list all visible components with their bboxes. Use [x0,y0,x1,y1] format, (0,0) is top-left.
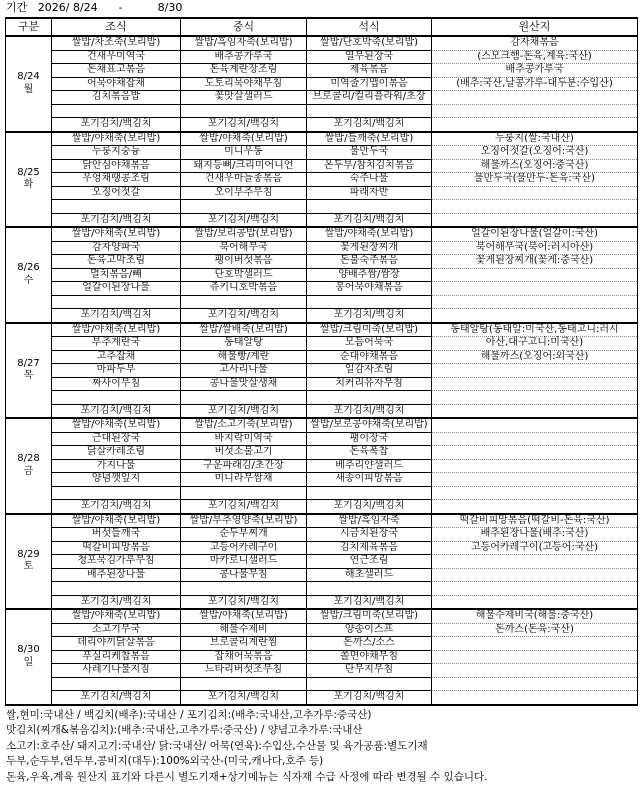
origin-line [432,91,637,105]
menu-item: 쌀밥/크림미죽(보리밥) [307,324,431,338]
menu-item [52,200,180,214]
menu-item: 김치볶음밥 [52,91,180,105]
menu-item: 양념깻잎지 [52,473,180,487]
origin-line [432,637,637,651]
menu-item: 순두부찌개 [181,528,306,542]
menu-item: 쌀밥/부추영양죽(보리밥) [181,515,306,529]
origin-line: 물만두국(물만두-돈육:국산) [432,173,637,187]
menu-item: 포기김치/백김치 [181,214,306,227]
day-row [6,418,638,514]
menu-item: 브로콜리계란찜 [181,637,306,651]
menu-item: 돈채표고볶음 [52,64,180,78]
dinner-cell [307,132,432,228]
day-row [6,132,638,228]
menu-item [307,391,431,405]
day-date: 8/29 [6,549,51,562]
lunch-cell [181,418,307,514]
menu-item: 돈육고막조림 [52,255,180,269]
dinner-cell [307,227,432,323]
day-weekday: 월 [6,84,51,97]
menu-item: 어묵야채잡채 [52,78,180,92]
origin-line: 떡갈비피망볶음(떡갈비-돈육:국산) [432,515,637,529]
origin-line: 배추콩가루국 [432,64,637,78]
header-dinner: 석식 [307,18,432,36]
menu-item: 순대야채볶음 [307,351,431,365]
menu-item: 쌀밥/소고기죽(보리밥) [181,419,306,433]
day-date: 8/24 [6,71,51,84]
menu-item: 포기김치/백김치 [181,500,306,513]
menu-item: 브로콜리/컬리플라워/초장 [307,91,431,105]
menu-item: 구운파래김/초간장 [181,460,306,474]
menu-item [307,296,431,310]
origin-line [432,391,637,405]
dinner-cell [307,514,432,610]
menu-item: 오징어젓갈 [52,187,180,201]
menu-item: 버섯들깨국 [52,528,180,542]
menu-item: 푸실리케찹볶음 [52,651,180,665]
menu-item: 해물빵/계란 [181,351,306,365]
menu-item: 팽이장국 [307,433,431,447]
origin-line [432,555,637,569]
menu-item: 포기김치/백김치 [181,118,306,131]
menu-item [307,678,431,692]
note-line: 두부,순두부,연두부,콩비지(대두):100%외국산-(미국,캐나다,호주 등) [6,754,640,770]
day-label [6,609,52,705]
header-origin: 원산지 [432,18,638,36]
origin-line: 해물수제비국(해물:중국산) [432,610,637,624]
menu-item: 팽이버섯볶음 [181,255,306,269]
lunch-cell [181,514,307,610]
menu-item [52,582,180,596]
menu-item: 미니라무쌈채 [181,473,306,487]
menu-item: 봉어묵야채볶음 [307,282,431,296]
period-end: 8/30 [158,1,183,14]
origin-line: 배추된장나물(배추:국산) [432,528,637,542]
menu-item: 소고기무국 [52,624,180,638]
menu-body [6,36,638,705]
origin-line [432,569,637,583]
header-day: 구분 [6,18,52,36]
menu-item: 돈까스/소스 [307,637,431,651]
menu-item: 쌀밥/보리콩밥(보리밥) [181,228,306,242]
menu-item: 건새우마늘종볶음 [181,173,306,187]
menu-item: 바지락미역국 [181,433,306,447]
menu-item: 누룽지숭늉 [52,146,180,160]
menu-item: 포기김치/백김치 [52,691,180,704]
menu-item [181,678,306,692]
origin-line [432,200,637,214]
day-weekday: 목 [6,370,51,383]
menu-item [181,487,306,501]
menu-item: 짜사이무침 [52,378,180,392]
menu-item: 숙주나물 [307,173,431,187]
breakfast-cell [52,227,181,323]
day-date: 8/30 [6,644,51,657]
menu-item: 치커리유자무침 [307,378,431,392]
menu-item: 쌀밥/야채죽(보리밥) [307,228,431,242]
period-header [0,0,640,17]
menu-item: 돈육계란장조림 [181,64,306,78]
menu-item: 부추계란국 [52,337,180,351]
origin-line: (배추:국산,날콩가루-대두분:수입산) [432,78,637,92]
menu-item: 근대된장국 [52,433,180,447]
menu-item: 꽃게된장찌개 [307,242,431,256]
menu-item [52,296,180,310]
menu-item: 양송이스프 [307,624,431,638]
breakfast-cell [52,514,181,610]
origin-line: 누룽지(쌀:국내산) [432,133,637,147]
menu-item: 양배추쌈/쌈장 [307,269,431,283]
menu-item: 느타리버섯조무침 [181,664,306,678]
origin-line [432,187,637,201]
menu-item: 북어해무국 [181,242,306,256]
menu-item: 마파두부 [52,364,180,378]
menu-item: 포기김치/백김치 [181,691,306,704]
menu-item: 우엉채땡콩조림 [52,173,180,187]
origin-line [432,405,637,418]
menu-item: 제육볶음 [307,64,431,78]
origin-line: 아산,대구고니:미국산) [432,337,637,351]
origin-cell [432,36,638,132]
menu-item: 포기김치/백김치 [307,309,431,322]
menu-item: 포기김치/백김치 [307,596,431,609]
menu-item: 베추리얀샐러드 [307,460,431,474]
menu-item: 김치제육볶음 [307,542,431,556]
dinner-cell [307,323,432,419]
day-row [6,514,638,610]
menu-item: 돼지등뼈/크리미어니언 [181,160,306,174]
origin-line [432,309,637,322]
menu-item: 연근조림 [307,555,431,569]
menu-item [181,391,306,405]
menu-item: 온두부/참치김치볶음 [307,160,431,174]
origin-line [432,596,637,609]
origin-cell [432,418,638,514]
menu-item: 쌀밥/크림미죽(보리밥) [307,610,431,624]
menu-item: 포기김치/백김치 [307,214,431,227]
menu-item [307,582,431,596]
menu-item: 잡채어묵볶음 [181,651,306,665]
lunch-cell [181,227,307,323]
menu-item: 콩나물맛살생채 [181,378,306,392]
dinner-cell [307,418,432,514]
period-label: 기간 [6,1,27,14]
menu-item [307,105,431,119]
origin-line: 동태알탕(동태알:미국산,동태고니:러시 [432,324,637,338]
breakfast-cell [52,323,181,419]
menu-item: 모듬어묵국 [307,337,431,351]
menu-item: 쌀밥/야채죽(보리밥) [52,610,180,624]
menu-item: 쌀밥/흑임자죽(보리밥) [181,37,306,51]
day-date: 8/26 [6,262,51,275]
note-line: 소고기:호주산/ 돼지고기:국내산/ 닭:국내산/ 어묵(연육):수입산,수산물 및 육가공품:별도기재 [6,739,640,755]
menu-item: 일감자조림 [307,364,431,378]
dinner-cell [307,36,432,132]
menu-item: 배추된장나물 [52,569,180,583]
header-breakfast: 조식 [52,18,181,36]
menu-item: 꽃맛살샐러드 [181,91,306,105]
day-weekday: 금 [6,466,51,479]
day-weekday: 수 [6,275,51,288]
origin-line [432,433,637,447]
menu-item: 돈육폭찹 [307,446,431,460]
origin-line: 감자채볶음 [432,37,637,51]
menu-item: 떡갈비피망볶음 [52,542,180,556]
menu-item: 미역줄기맵이볶음 [307,78,431,92]
origin-line: 해물까스(오징어:외국산) [432,351,637,365]
menu-item: 쌀밥/야채죽(보리밥) [52,419,180,433]
origin-line [432,419,637,433]
menu-item: 쌀밥/들깨죽(보리밥) [307,133,431,147]
menu-item [52,678,180,692]
period-dash: - [119,1,123,14]
breakfast-cell [52,132,181,228]
origin-line [432,691,637,704]
menu-item: 멸치볶음/빼 [52,269,180,283]
day-date: 8/25 [6,167,51,180]
day-row [6,227,638,323]
origin-line [432,664,637,678]
day-weekday: 토 [6,561,51,574]
menu-item: 포기김치/백김치 [52,309,180,322]
menu-item: 단호박샐러드 [181,269,306,283]
menu-item: 건새우미역국 [52,51,180,65]
origin-line [432,105,637,119]
day-label [6,323,52,419]
lunch-cell [181,323,307,419]
menu-item: 포기김치/백김치 [307,500,431,513]
origin-line: 오징어젓갈(오징어:국산) [432,146,637,160]
origin-line [432,500,637,513]
origin-cell [432,227,638,323]
origin-cell [432,323,638,419]
day-label [6,227,52,323]
menu-item: 닭살카레조림 [52,446,180,460]
menu-item: 포기김치/백김치 [307,405,431,418]
origin-line: 북어해무국(북어:러시아산) [432,242,637,256]
menu-item [181,296,306,310]
menu-item [52,105,180,119]
origin-cell [432,132,638,228]
menu-item: 미니우동 [181,146,306,160]
origin-line: 얼갈이된장나물(얼갈이:국산) [432,228,637,242]
menu-item: 마카로니샐러드 [181,555,306,569]
menu-item: 해물수제비 [181,624,306,638]
menu-item: 고등어카레구이 [181,542,306,556]
origin-line [432,378,637,392]
menu-item: 오이부추무침 [181,187,306,201]
menu-item: 포기김치/백김치 [52,405,180,418]
origin-line: (스모크햄-돈육,계육:국산) [432,51,637,65]
origin-line [432,269,637,283]
menu-item: 해초샐러드 [307,569,431,583]
menu-item: 도토리묵야채무침 [181,78,306,92]
origin-line [432,282,637,296]
day-weekday: 화 [6,179,51,192]
menu-item: 새송이피망볶음 [307,473,431,487]
menu-item [307,487,431,501]
menu-item [307,200,431,214]
menu-item: 시금치된장국 [307,528,431,542]
origin-line [432,118,637,131]
origin-line: 고등어카레구이(고등어:국산) [432,542,637,556]
menu-item: 고사리나물 [181,364,306,378]
origin-line: 꽃게된장찌개(꽃게:중국산) [432,255,637,269]
menu-item: 콩나물무침 [181,569,306,583]
weekly-menu-table [5,17,638,706]
period-start: 2026/ 8/24 [38,1,98,14]
breakfast-cell [52,36,181,132]
menu-item: 파래자반 [307,187,431,201]
day-label [6,132,52,228]
note-line: 돈육,우육,계육 원산지 표기와 다른시 별도기재+상기메뉴는 식자재 수급 사정에 따라 변경될 수 있습니다. [6,770,640,785]
day-date: 8/28 [6,453,51,466]
menu-item: 쌀밥/야채죽(보리밥) [181,610,306,624]
notes-section [0,706,640,785]
origin-line [432,364,637,378]
day-label [6,418,52,514]
menu-item: 닭안심야채볶음 [52,160,180,174]
menu-item: 쫄면야채무침 [307,651,431,665]
origin-line [432,582,637,596]
menu-item [181,200,306,214]
origin-cell [432,609,638,705]
menu-item: 포기김치/백김치 [52,500,180,513]
day-row [6,609,638,705]
menu-item: 쌀밥/야채죽(보리밥) [52,515,180,529]
origin-line: 돈까스(돈육:국산) [432,624,637,638]
menu-item: 사레기나물지짐 [52,664,180,678]
menu-item: 쌀밥/단호박죽(보리밥) [307,37,431,51]
menu-item: 쌀밥/야채죽(보리밥) [52,324,180,338]
menu-item: 데리야끼닭살볶음 [52,637,180,651]
lunch-cell [181,609,307,705]
dinner-cell [307,609,432,705]
menu-item: 쌀밥/보로콩야채죽(보리밥) [307,419,431,433]
menu-item: 쌀밥/야채죽(보리밥) [181,133,306,147]
origin-cell [432,514,638,610]
menu-item: 고추잡채 [52,351,180,365]
menu-item [52,391,180,405]
lunch-cell [181,132,307,228]
menu-item: 쌀밥/야채죽(보리밥) [52,133,180,147]
origin-line [432,460,637,474]
day-weekday: 일 [6,657,51,670]
menu-item [52,487,180,501]
menu-item: 청포묵김가루무침 [52,555,180,569]
note-line: 맛김치(찌개&볶음김치):(배추:국내산,고추가루:중국산) / 양념고추가루:국내산 [6,723,640,739]
menu-item: 얼갈이된장나물 [52,282,180,296]
origin-line: 해물까스(오징어:중국산) [432,160,637,174]
menu-item: 포기김치/백김치 [52,596,180,609]
day-label [6,514,52,610]
breakfast-cell [52,418,181,514]
header-lunch: 중식 [181,18,307,36]
menu-item: 쌀밥/차조죽(보리밥) [52,37,180,51]
menu-item: 쥬키니호박볶음 [181,282,306,296]
origin-line [432,446,637,460]
origin-line [432,473,637,487]
menu-item: 돈불숙주볶음 [307,255,431,269]
menu-item: 포기김치/백김치 [181,405,306,418]
menu-item: 열무된장국 [307,51,431,65]
menu-item [181,582,306,596]
menu-item: 단무지무침 [307,664,431,678]
origin-line [432,487,637,501]
menu-item: 동태알탕 [181,337,306,351]
menu-item: 포기김치/백김치 [181,309,306,322]
menu-item: 쌀밥/쌀배죽(보리밥) [181,324,306,338]
menu-item: 포기김치/백김치 [181,596,306,609]
menu-item: 감자양파국 [52,242,180,256]
menu-item [181,105,306,119]
menu-item: 포기김치/백김치 [307,691,431,704]
menu-item: 포기김치/백김치 [307,118,431,131]
day-label [6,36,52,132]
origin-line [432,214,637,227]
header-row [6,18,638,36]
menu-item: 포기김치/백김치 [52,214,180,227]
menu-item: 쌀밥/야채죽(보리밥) [52,228,180,242]
menu-item: 쌀밥/흑임자죽 [307,515,431,529]
day-date: 8/27 [6,358,51,371]
origin-line [432,651,637,665]
menu-item: 가지나물 [52,460,180,474]
menu-item: 물만두국 [307,146,431,160]
origin-line [432,678,637,692]
origin-line [432,296,637,310]
menu-item: 포기김치/백김치 [52,118,180,131]
day-row [6,323,638,419]
menu-item: 배추콩가루국 [181,51,306,65]
menu-item: 버섯소불고기 [181,446,306,460]
lunch-cell [181,36,307,132]
note-line: 쌀,현미:국내산 / 백김치(배추):국내산 / 포기김치:(배추:국내산,고추가루:중국산) [6,708,640,724]
breakfast-cell [52,609,181,705]
day-row [6,36,638,132]
